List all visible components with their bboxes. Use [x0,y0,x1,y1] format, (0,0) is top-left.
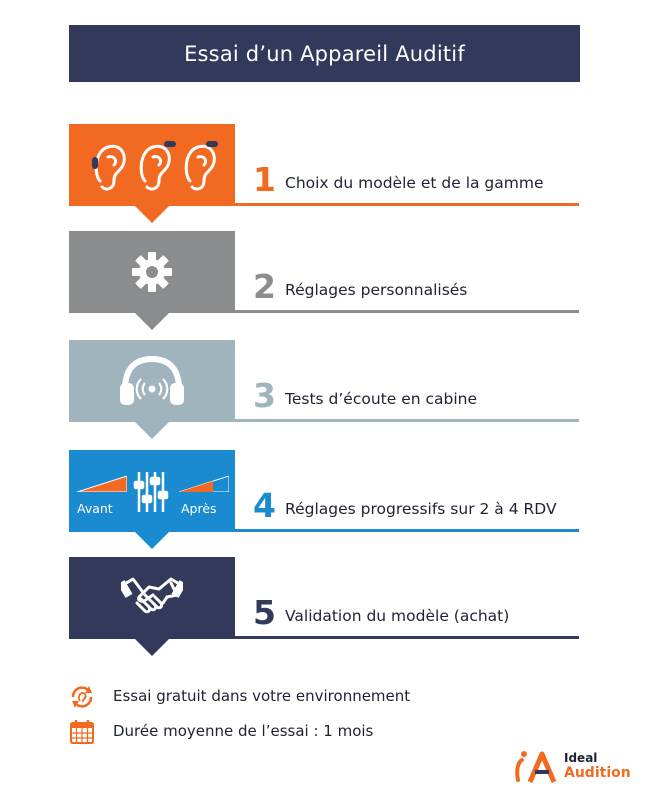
step-3-number: 3 [253,376,276,415]
page-title: Essai d’un Appareil Auditif [69,25,580,82]
note-duration-text: Durée moyenne de l’essai : 1 mois [113,722,374,740]
step-2-pointer [135,313,169,330]
headphones-icon [117,355,187,407]
volume-low-icon [77,476,127,492]
step-1-underline [235,203,579,206]
step-5 [69,557,579,639]
step-5-pointer [135,639,169,656]
step-1-box [69,124,235,206]
step-2-number: 2 [253,267,276,306]
step-4-pointer [135,532,169,549]
step-4-underline [235,529,579,532]
step-1 [69,124,579,206]
step-5-box [69,557,235,639]
step-3 [69,340,579,422]
equalizer-icon [133,470,169,514]
step-2-underline [235,310,579,313]
step-4-number: 4 [253,486,276,525]
step-3-label: Tests d’écoute en cabine [285,390,478,408]
logo-mark-icon [514,750,560,784]
after-label: Après [181,501,217,516]
step-4-box [69,450,235,532]
step-3-underline [235,419,579,422]
note-free-trial-text: Essai gratuit dans votre environnement [113,687,411,705]
step-4-label: Réglages progressifs sur 2 à 4 RDV [285,500,557,518]
logo-line2: Audition [564,765,631,781]
before-label: Avant [77,501,113,516]
refresh-ear-icon [69,684,95,710]
handshake-icon [121,575,183,621]
step-5-number: 5 [253,593,276,632]
step-2 [69,231,579,313]
step-1-label: Choix du modèle et de la gamme [285,174,544,192]
step-1-pointer [135,206,169,223]
calendar-icon [69,719,95,745]
step-5-label: Validation du modèle (achat) [285,607,510,625]
ear-icon [82,135,222,195]
gear-icon [130,250,174,294]
step-4 [69,450,579,532]
step-2-label: Réglages personnalisés [285,281,468,299]
step-2-box [69,231,235,313]
volume-high-icon [179,476,229,492]
ideal-audition-logo [514,750,631,784]
logo-line1: Ideal [564,751,598,765]
note-free-trial [69,684,489,710]
step-3-pointer [135,422,169,439]
note-duration [69,719,489,745]
step-3-box [69,340,235,422]
step-1-number: 1 [253,160,276,199]
step-5-underline [235,636,579,639]
